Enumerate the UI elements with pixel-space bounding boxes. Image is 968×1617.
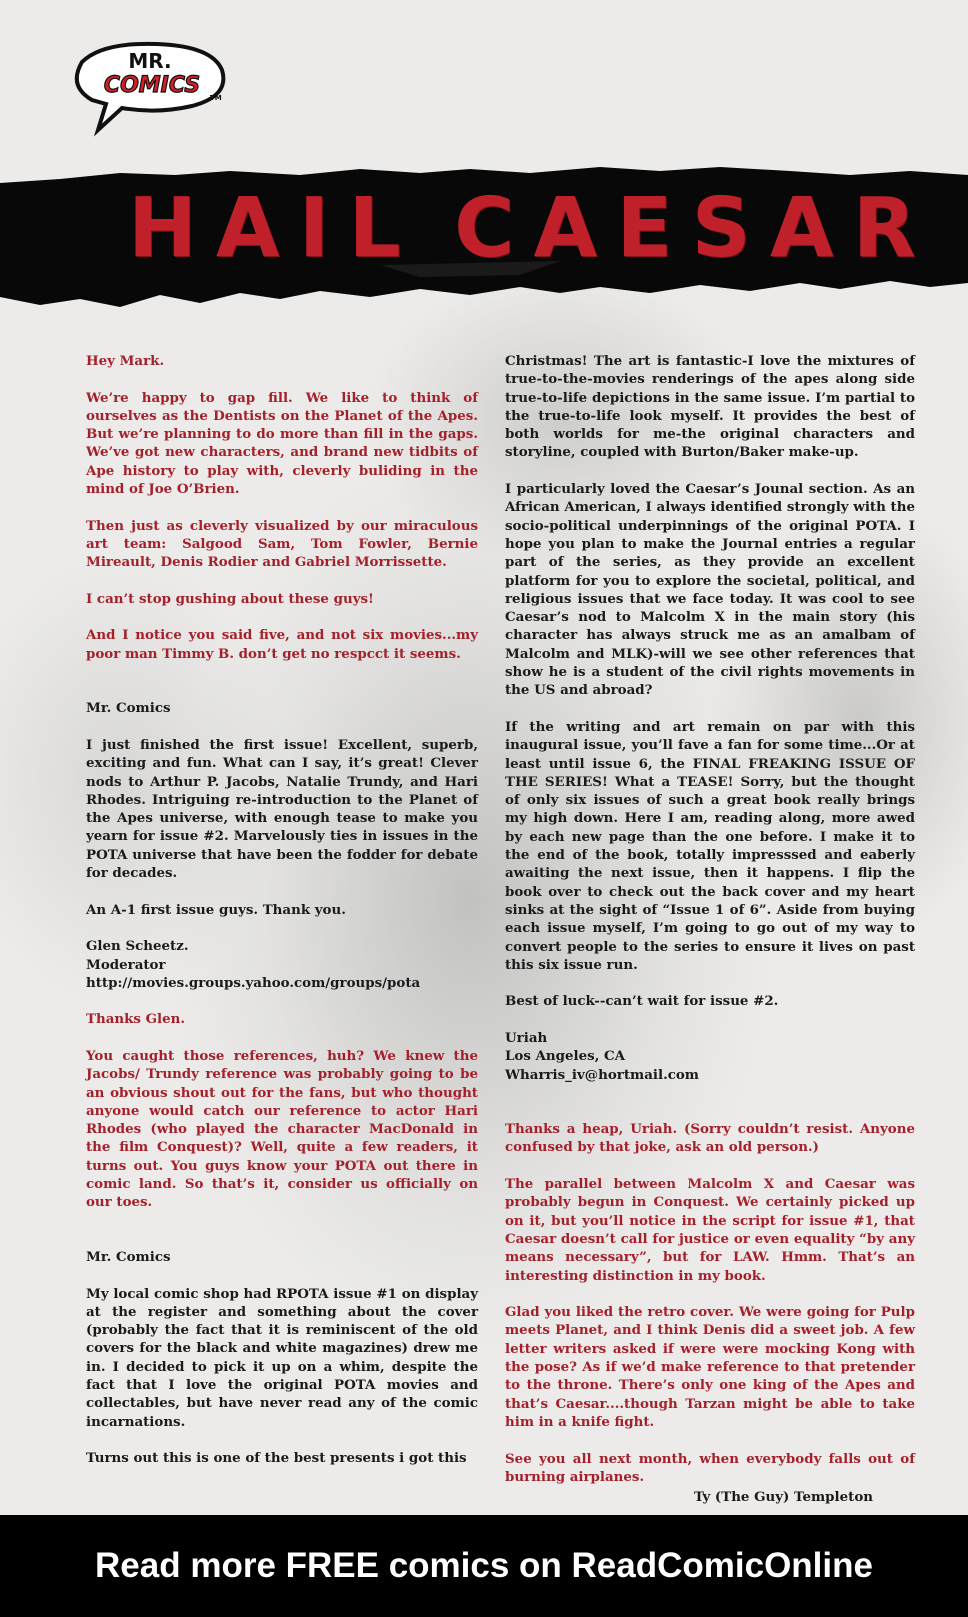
signature-line: Los Angeles, CA bbox=[505, 1048, 626, 1065]
letter-paragraph: An A-1 first issue guys. Thank you. bbox=[86, 901, 346, 918]
signature-line: Moderator bbox=[86, 956, 166, 973]
banner-letter: R bbox=[852, 181, 918, 276]
banner-letter: A bbox=[770, 181, 836, 276]
letter-paragraph: Turns out this is one of the best presents i got this bbox=[86, 1450, 467, 1467]
banner-title bbox=[128, 181, 918, 276]
banner-letter: L bbox=[348, 181, 403, 276]
editor-reply-paragraph: The parallel between Malcolm X and Caesar was probably begun in Conquest. We certainly picked up on it, but you’ll notice in the script for issue #1, that Caesar doesn’t call for justice or even equality “by any means necessary”, but for LAW. Hmm. That’s an interesting distinction in my book. bbox=[505, 1176, 915, 1284]
logo-line2: COMICS bbox=[103, 73, 201, 98]
letter-paragraph: Mr. Comics bbox=[86, 1248, 171, 1265]
paragraph-spacer bbox=[86, 1230, 478, 1248]
letter-paragraph: If the writing and art remain on par with this inaugural issue, you’ll fave a fan for some time...Or at least until issue 6, the FINAL FREAKING ISSUE OF THE SERIES! What a TEASE! Sorry, but the thought of only six issues of such a great book really brings my high down. Here I am, reading along, more awed by each new page than the one before. I make it to the end of the book, totally impresssed and eaberly awaiting the next issue, then it happens. I flip the book over to check out the back cover and my heart sinks at the sight of “Issue 1 of 6”. Aside from buying each issue myself, I’m going to go out of my way to convert people to the series to ensure it lives on past this six issue run. bbox=[505, 718, 915, 973]
editor-reply-paragraph: Then just as cleverly visualized by our miraculous art team: Salgood Sam, Tom Fowler, Bernie Mireault, Denis Rodier and Gabriel Morrissette. bbox=[86, 517, 478, 571]
trademark-mark: TM bbox=[210, 94, 222, 102]
letter-paragraph bbox=[505, 1029, 915, 1084]
signature-line: http://movies.groups.yahoo.com/groups/pota bbox=[86, 974, 421, 991]
banner-letter: A bbox=[533, 181, 600, 276]
letter-paragraph: I particularly loved the Caesar’s Jounal section. As an African American, I always identified strongly with the socio-political underpinnings of the original POTA. I hope you plan to make the Journal entries a regular part of the series, as they provide an excellent platform for you to explore the societal, political, and religious issues that we face today. It was cool to see Caesar’s nod to Malcolm X in the main story (his character has always struck me as an amalbam of Malcolm and MLK)-will we see other references that show he is a student of the civil rights movements in the US and abroad? bbox=[505, 481, 915, 699]
letter-paragraph: Best of luck--can’t wait for issue #2. bbox=[505, 993, 779, 1010]
editor-reply-paragraph: Thanks a heap, Uriah. (Sorry couldn’t resist. Anyone confused by that joke, ask an old person.) bbox=[505, 1121, 915, 1156]
letter-paragraph: Mr. Comics bbox=[86, 700, 171, 717]
left-column bbox=[86, 352, 478, 1486]
letter-paragraph: I just finished the first issue! Excellent, superb, exciting and fun. What can I say, it’s great! Clever nods to Arthur P. Jacobs, Natalie Trundy, and Hari Rhodes. Intriguing re-introduction to the Planet of the Apes universe, with enough tease to make you yearn for issue #2. Marvelously ties in issues in the POTA universe that have been the fodder for debate for decades. bbox=[86, 736, 478, 882]
editor-reply-paragraph: I can’t stop gushing about these guys! bbox=[86, 590, 374, 607]
letter-paragraph: Christmas! The art is fantastic-I love the mixtures of true-to-the-movies renderings of the apes along side true-to-life depictions in the same issue. I’m partial to the true-to-life look myself. It provides the best of both worlds for me-the original characters and storyline, coupled with Burton/Baker make-up. bbox=[505, 353, 915, 461]
banner-letter: A bbox=[215, 181, 282, 276]
right-column bbox=[505, 352, 915, 1507]
letter-paragraph bbox=[86, 937, 478, 992]
banner-letter: S bbox=[691, 181, 753, 276]
editor-reply-paragraph: And I notice you said five, and not six movies...my poor man Timmy B. don’t get no respcct it seems. bbox=[86, 627, 478, 662]
paragraph-spacer bbox=[505, 1102, 915, 1120]
editor-reply-paragraph: Thanks Glen. bbox=[86, 1011, 186, 1028]
paragraph-spacer bbox=[86, 681, 478, 699]
letter-paragraph: My local comic shop had RPOTA issue #1 on display at the register and something about the cover (probably the fact that it is reminiscent of the old covers for the black and white magazines) drew me in. I decided to pick it up on a whim, despite the fact that I love the original POTA movies and collectables, but have never read any of the comic incarnations. bbox=[86, 1285, 478, 1430]
signature-line: Uriah bbox=[505, 1029, 548, 1046]
footer-banner[interactable] bbox=[0, 1515, 968, 1617]
logo-line1: MR. bbox=[128, 49, 172, 73]
signature-line: Glen Scheetz. bbox=[86, 938, 189, 955]
editor-reply-paragraph: See you all next month, when everybody falls out of burning airplanes. bbox=[505, 1450, 915, 1485]
editor-reply-paragraph: You caught those references, huh? We knew the Jacobs/ Trundy reference was probably going to be an obvious shout out for the fans, but who thought anyone would catch our reference to actor Hari Rhodes (who played the character MacDonald in the film Conquest)? Well, quite a few readers, it turns out. You guys know your POTA out there in comic land. So that’s it, consider us officially on our toes. bbox=[86, 1047, 478, 1211]
editor-reply-paragraph: Glad you liked the retro cover. We were going for Pulp meets Planet, and I think Denis did a sweet job. A few letter writers asked if were were mocking Kong with the pose? As if we’d make reference to that pretender to the throne. There’s only one king of the Apes and that’s Caesar....though Tarzan might be able to take him in a knife fight. bbox=[505, 1304, 915, 1430]
editor-signature: Ty (The Guy) Templeton bbox=[693, 1489, 873, 1506]
editor-reply-paragraph: Hey Mark. bbox=[86, 353, 165, 369]
footer-text[interactable]: Read more FREE comics on ReadComicOnline bbox=[95, 1546, 873, 1585]
banner-letter: C bbox=[454, 181, 517, 276]
editor-reply-paragraph: We’re happy to gap fill. We like to think of ourselves as the Dentists on the Planet of the Apes. But we’re planning to do more than fill in the gaps. We’ve got new characters, and brand new tidbits of Ape history to play with, cleverly buliding in the mind of Joe O’Brien. bbox=[86, 389, 478, 498]
mr-comics-logo bbox=[62, 38, 232, 138]
banner-letter: E bbox=[616, 181, 675, 276]
banner-letter: H bbox=[128, 181, 199, 276]
signature-line: Wharris_iv@hortmail.com bbox=[505, 1066, 699, 1083]
banner-letter: I bbox=[298, 181, 332, 276]
